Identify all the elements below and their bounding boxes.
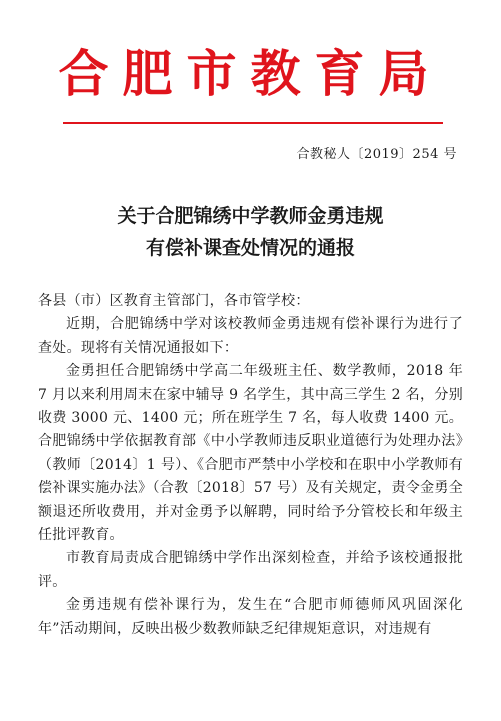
notice-title-line-2: 有偿补课查处情况的通报 (145, 237, 355, 259)
issuer-header: 合肥市教育局 (58, 44, 443, 103)
notice-title-line-1: 关于合肥锦绣中学教师金勇违规 (117, 205, 384, 227)
salutation: 各县（市）区教育主管部门，各市管学校： (38, 293, 310, 309)
paragraph-analysis: 金勇违规有偿补课行为，发生在“合肥市师德师风巩固深化年”活动期间，反映出极少数教师缺乏纪律规矩意识，对违规有 (38, 597, 463, 637)
paragraph-details: 金勇担任合肥锦绣中学高二年级班主任、数学教师，2018 年 7 月以来利用周末在家中辅导 9 名学生，其中高三学生 2 名，分别收费 3000 元、1400 元；所在班学生 7 名，每人收费 1400 元。合肥锦绣中学依据教育部《中小学教师违反职业道德行为处理办法》（教师〔2014〕1 号）、《合肥市严禁中小学校和在职中小学教师有偿补课实施办法》（合教〔2018〕57 号）及有关规定，责令金勇全额退还所收费用，并对金勇予以解聘，同时给予分管校长和年级主任批评教育。 (38, 363, 463, 544)
notice-body (38, 290, 463, 641)
paragraph-intro: 近期，合肥锦绣中学对该校教师金勇违规有偿补课行为进行了查处。现将有关情况通报如下： (38, 316, 463, 356)
document-number: 合教秘人〔2019〕254 号 (296, 147, 457, 162)
paragraph-sanction: 市教育局责成合肥锦绣中学作出深刻检查，并给予该校通报批评。 (38, 550, 463, 590)
red-divider (63, 122, 443, 124)
